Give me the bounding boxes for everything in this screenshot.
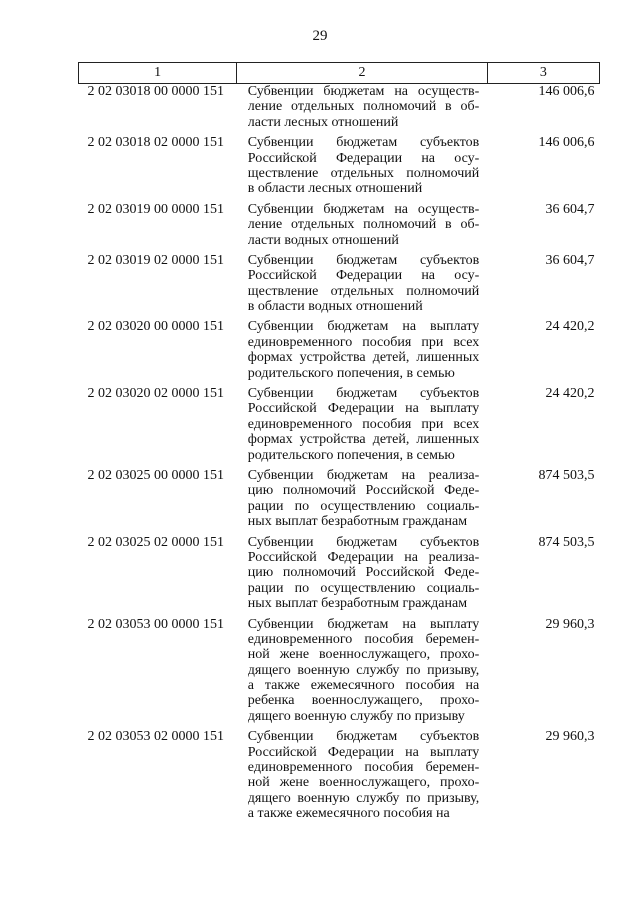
budget-code: 2 02 03019 02 0000 151 <box>87 252 224 268</box>
table-row <box>79 617 600 725</box>
budget-amount: 146 006,6 <box>538 84 595 99</box>
budget-amount: 874 503,5 <box>538 467 595 483</box>
page-number: 29 <box>312 28 328 44</box>
description-line: дящего военную службу по призыву, <box>247 662 480 678</box>
description-line: формах устройства детей, лишенных <box>247 432 480 448</box>
budget-description <box>237 729 487 821</box>
column-header-amount: 3 <box>487 63 599 84</box>
budget-description <box>237 135 487 197</box>
description-line: дящего военную службу по призыву <box>247 708 465 724</box>
description-line: Субвенции бюджетам субъектов <box>247 135 480 151</box>
description-line: ление отдельных полномочий в об- <box>247 217 480 233</box>
description-line: ществление отдельных полномочий <box>247 283 480 299</box>
description-line: единовременного пособия при всех <box>247 334 480 350</box>
budget-amount: 874 503,5 <box>538 534 595 550</box>
description-line: ных выплат безработным гражданам <box>247 596 468 612</box>
budget-description <box>237 319 487 381</box>
budget-code: 2 02 03025 02 0000 151 <box>87 534 224 550</box>
description-line: ной жене военнослужащего, прохо- <box>247 647 480 663</box>
description-line: ласти лесных отношений <box>247 114 399 130</box>
description-line: ных выплат безработным гражданам <box>247 514 468 530</box>
description-line: в области водных отношений <box>247 299 423 315</box>
table-row <box>79 386 600 463</box>
description-line: Субвенции бюджетам на выплату <box>247 616 480 632</box>
budget-amount: 36 604,7 <box>545 252 595 268</box>
table-row <box>79 135 600 197</box>
description-line: Российской Федерации на выплату <box>247 401 480 417</box>
header-row <box>79 63 600 84</box>
description-line: рации по осуществлению социаль- <box>247 498 480 514</box>
description-line: Субвенции бюджетам на осуществ- <box>247 201 480 217</box>
budget-description <box>237 84 487 131</box>
budget-description <box>237 202 487 248</box>
description-line: ление отдельных полномочий в об- <box>247 99 480 115</box>
budget-code: 2 02 03053 00 0000 151 <box>87 616 224 632</box>
description-line: Российской Федерации на выплату <box>247 744 480 760</box>
description-line: ласти водных отношений <box>247 232 399 248</box>
budget-description <box>237 386 487 463</box>
description-line: Субвенции бюджетам на осуществ- <box>247 84 480 99</box>
description-line: Субвенции бюджетам субъектов <box>247 252 480 268</box>
table-row <box>79 84 600 131</box>
description-line: Субвенции бюджетам субъектов <box>247 386 480 402</box>
budget-description <box>237 468 487 530</box>
table-row <box>79 319 600 381</box>
budget-description <box>237 617 487 725</box>
table-row <box>79 729 600 821</box>
table-row <box>79 468 600 530</box>
description-line: цию полномочий Российской Феде- <box>247 483 480 499</box>
description-line: дящего военную службу по призыву, <box>247 790 480 806</box>
description-line: родительского попечения, в семью <box>247 447 455 463</box>
budget-code: 2 02 03019 00 0000 151 <box>87 201 224 217</box>
description-line: единовременного пособия при всех <box>247 416 480 432</box>
table-row <box>79 202 600 248</box>
description-line: родительского попечения, в семью <box>247 365 455 381</box>
description-line: цию полномочий Российской Феде- <box>247 565 480 581</box>
table-body <box>79 84 600 822</box>
description-line: рации по осуществлению социаль- <box>247 580 480 596</box>
description-line: Российской Федерации на осу- <box>247 150 480 166</box>
budget-amount: 29 960,3 <box>545 616 595 632</box>
description-line: ществление отдельных полномочий <box>247 165 480 181</box>
description-line: Субвенции бюджетам на выплату <box>247 319 480 335</box>
description-line: формах устройства детей, лишенных <box>247 350 480 366</box>
budget-description <box>237 253 487 315</box>
column-header-code: 1 <box>79 63 237 84</box>
description-line: а также ежемесячного пособия на <box>247 678 480 694</box>
description-line: ребенка военнослужащего, прохо- <box>247 693 480 709</box>
budget-amount: 24 420,2 <box>545 386 595 402</box>
budget-code: 2 02 03018 02 0000 151 <box>87 135 224 151</box>
budget-code: 2 02 03020 00 0000 151 <box>87 319 224 335</box>
table-row <box>79 253 600 315</box>
budget-amount: 24 420,2 <box>545 319 595 335</box>
budget-code: 2 02 03025 00 0000 151 <box>87 467 224 483</box>
budget-amount: 36 604,7 <box>545 201 595 217</box>
budget-code: 2 02 03020 02 0000 151 <box>87 386 224 402</box>
description-line: единовременного пособия беремен- <box>247 631 480 647</box>
column-header-description: 2 <box>237 63 487 84</box>
description-line: Субвенции бюджетам на реализа- <box>247 467 480 483</box>
budget-amount: 29 960,3 <box>545 729 595 745</box>
description-line: а также ежемесячного пособия на <box>247 806 450 822</box>
budget-code: 2 02 03053 02 0000 151 <box>87 729 224 745</box>
budget-amount: 146 006,6 <box>538 135 595 151</box>
description-line: Российской Федерации на осу- <box>247 268 480 284</box>
description-line: в области лесных отношений <box>247 181 423 197</box>
description-line: единовременного пособия беремен- <box>247 760 480 776</box>
budget-code: 2 02 03018 00 0000 151 <box>87 84 224 99</box>
table-row <box>79 535 600 612</box>
budget-description <box>237 535 487 612</box>
description-line: ной жене военнослужащего, прохо- <box>247 775 480 791</box>
description-line: Субвенции бюджетам субъектов <box>247 729 480 745</box>
description-line: Российской Федерации на реализа- <box>247 549 480 565</box>
budget-table <box>78 62 600 822</box>
description-line: Субвенции бюджетам субъектов <box>247 534 480 550</box>
